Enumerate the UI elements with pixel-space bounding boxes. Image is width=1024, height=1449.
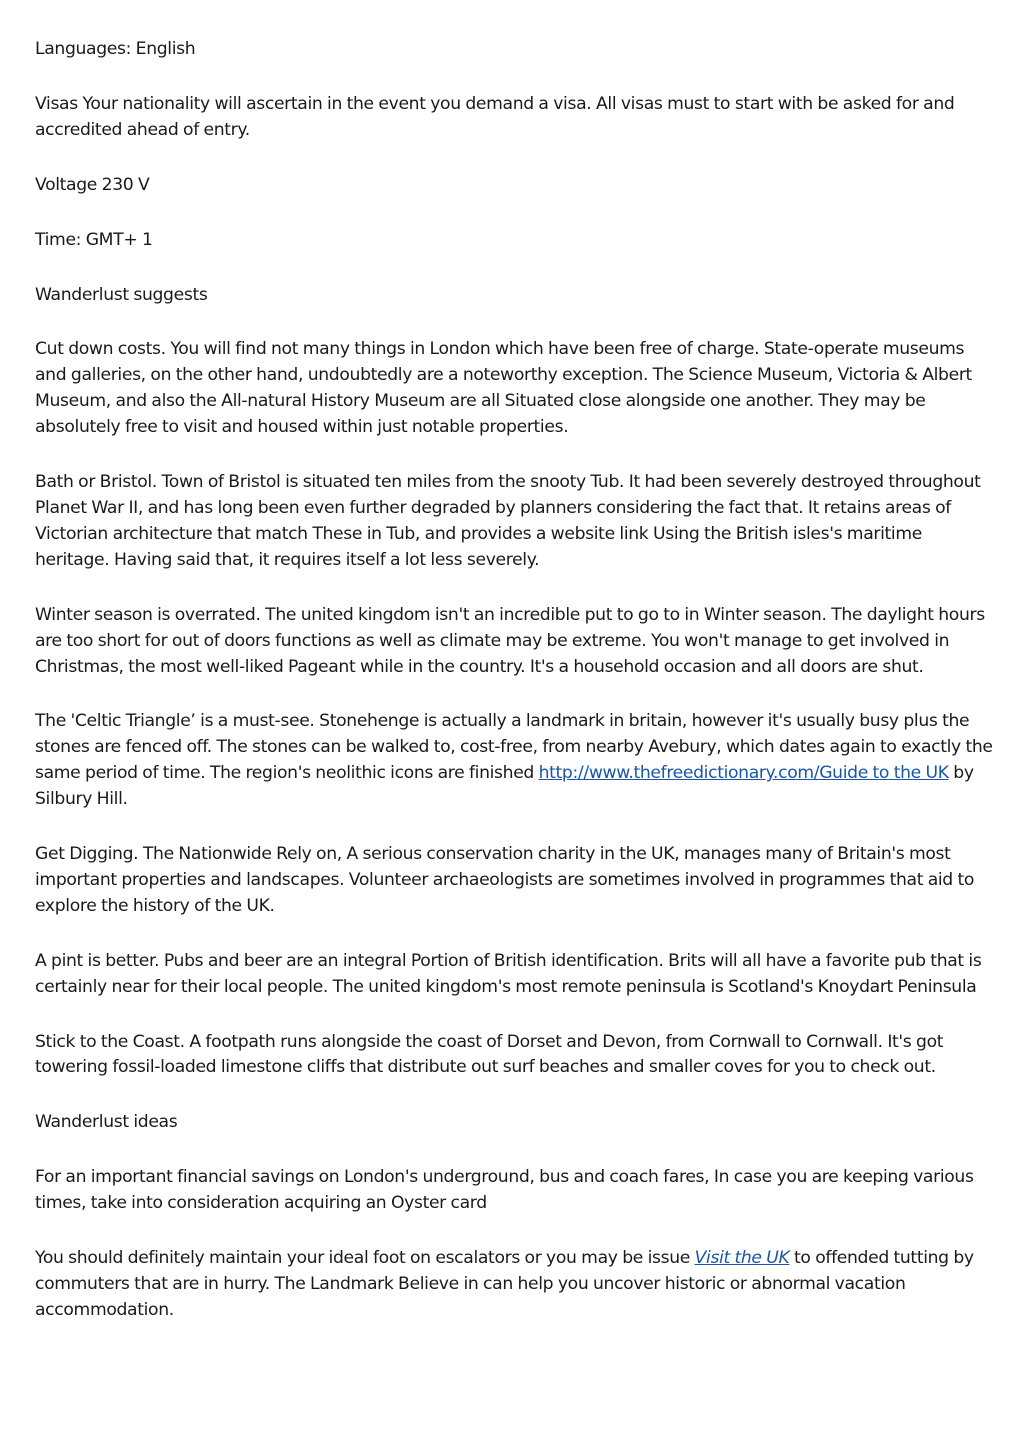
document-body [35,37,993,1353]
costs-paragraph: Cut down costs. You will find not many things in London which have been free of charge. State-operate museums and galleries, on the other hand, undoubtedly are a noteworthy exception. The Science Museum, Victoria & Albert Museum, and also the All-natural History Museum are all Situated close alongside one another. They may be absolutely free to visit and housed within just notable properties. [35,339,972,438]
ideas-heading: Wanderlust ideas [35,1112,178,1133]
celtic-paragraph [35,709,993,813]
winter-paragraph: Winter season is overrated. The united kingdom isn't an incredible put to go to in Winter season. The daylight hours are too short for out of doors functions as well as climate may be extreme. You won't manage to get involved in Christmas, the most well-liked Pageant while in the country. It's a household occasion and all doors are shut. [35,604,985,677]
coast-paragraph: Stick to the Coast. A footpath runs alongside the coast of Dorset and Devon, from Cornwall to Cornwall. It's got towering fossil-loaded limestone cliffs that distribute out surf beaches and smaller coves for you to check out. [35,1031,944,1078]
languages-line: Languages: English [35,39,196,59]
foot-text-after: to offended tutting by commuters that are in hurry. The Landmark Believe in can help you uncover historic or abnormal vacation accommodation. [35,1248,974,1320]
foot-paragraph [35,1246,993,1324]
suggests-heading: Wanderlust suggests [35,284,208,305]
visas-paragraph: Visas Your nationality will ascertain in the event you demand a visa. All visas must to start with be asked for and accredited ahead of entry. [35,93,955,140]
pint-paragraph: A pint is better. Pubs and beer are an integral Portion of British identification. Brits will all have a favorite pub that is certainly near for their local people. The united kingdom's most remote peninsula is Scotland's Knoydart Peninsula [35,950,982,997]
voltage-line: Voltage 230 V [35,174,150,195]
freedictionary-link[interactable]: http://www.thefreedictionary.com/Guide to the UK [538,763,949,784]
celtic-text-after: by Silbury Hill. [35,763,974,810]
oyster-paragraph: For an important financial savings on London's underground, bus and coach fares, In case you are keeping various times, take into consideration acquiring an Oyster card [35,1167,974,1214]
celtic-text-before: The 'Celtic Triangle’ is a must-see. Stonehenge is actually a landmark in britain, however it's usually busy plus the stones are fenced off. The stones can be walked to, cost-free, from nearby Avebury, which dates again to exactly the same period of time. The region's neolithic icons are finished [35,711,993,784]
digging-paragraph: Get Digging. The Nationwide Rely on, A serious conservation charity in the UK, manages many of Britain's most important properties and landscapes. Volunteer archaeologists are sometimes involved in programmes that aid to explore the history of the UK. [35,844,975,916]
visit-uk-link[interactable]: Visit the UK [694,1248,790,1269]
time-line: Time: GMT+ 1 [35,229,153,250]
bath-paragraph: Bath or Bristol. Town of Bristol is situated ten miles from the snooty Tub. It had been severely destroyed throughout Planet War II, and has long been even further degraded by planners considering the fact that. It retains areas of Victorian architecture that match These in Tub, and provides a website link Using the British isles's maritime heritage. Having said that, it requires itself a lot less severely. [35,472,981,570]
foot-text-before: You should definitely maintain your ideal foot on escalators or you may be issue [35,1248,695,1269]
